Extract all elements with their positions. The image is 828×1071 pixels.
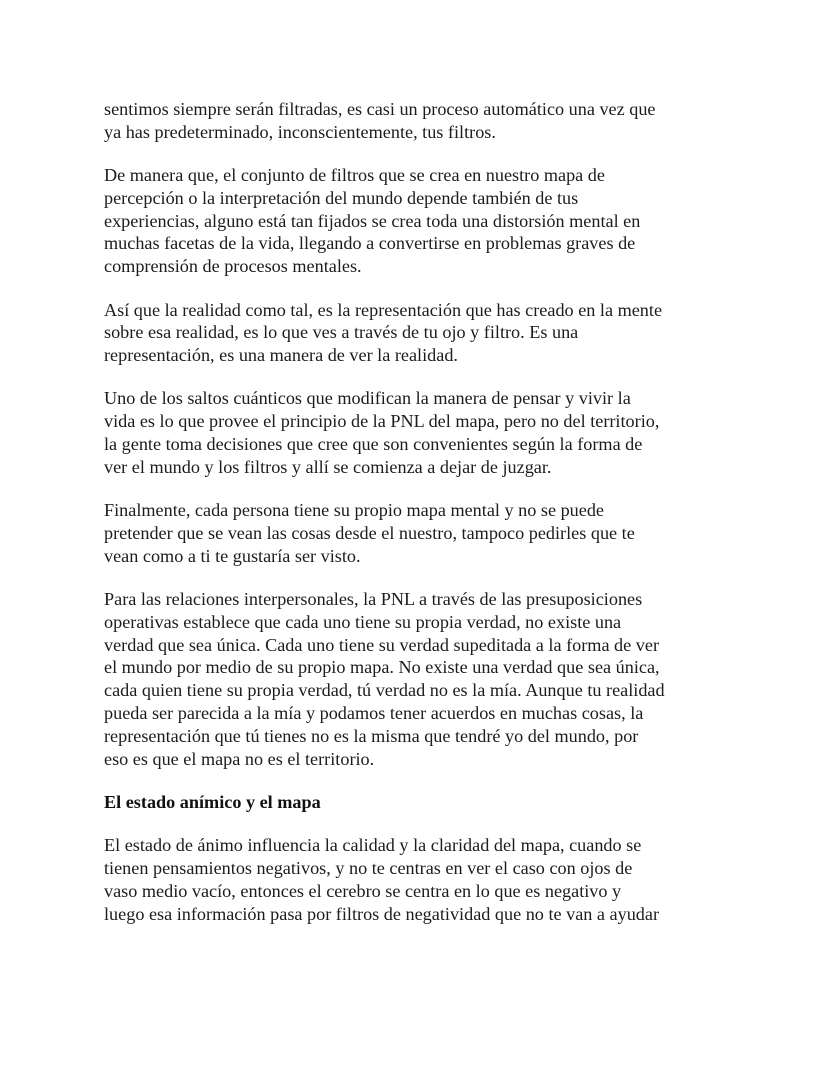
text-line: comprensión de procesos mentales. bbox=[104, 256, 362, 277]
text-line: vaso medio vacío, entonces el cerebro se centra en lo que es negativo y bbox=[104, 880, 622, 901]
text-line: verdad que sea única. Cada uno tiene su verdad supeditada a la forma de ver bbox=[104, 634, 659, 655]
text-line: el mundo por medio de su propio mapa. No existe una verdad que sea única, bbox=[104, 657, 660, 678]
text-line: vida es lo que provee el principio de la PNL del mapa, pero no del territorio, bbox=[104, 411, 660, 432]
text-line: ya has predeterminado, inconscientemente, tus filtros. bbox=[104, 121, 496, 142]
text-line: Así que la realidad como tal, es la representación que has creado en la mente bbox=[104, 299, 663, 320]
paragraph-mood-influence bbox=[104, 834, 726, 925]
paragraph-filtered-feelings bbox=[104, 98, 726, 144]
paragraph-own-mental-map bbox=[104, 499, 726, 567]
text-line: muchas facetas de la vida, llegando a convertirse en problemas graves de bbox=[104, 233, 636, 254]
text-line: eso es que el mapa no es el territorio. bbox=[104, 748, 375, 769]
text-line: tienen pensamientos negativos, y no te centras en ver el caso con ojos de bbox=[104, 858, 633, 879]
text-line: Uno de los saltos cuánticos que modifican la manera de pensar y vivir la bbox=[104, 388, 631, 409]
paragraph-quantum-leaps bbox=[104, 387, 726, 478]
text-line: El estado de ánimo influencia la calidad y la claridad del mapa, cuando se bbox=[104, 835, 642, 856]
text-line: Finalmente, cada persona tiene su propio mapa mental y no se puede bbox=[104, 500, 604, 521]
text-line: vean como a ti te gustaría ser visto. bbox=[104, 545, 361, 566]
document-body bbox=[104, 98, 726, 946]
text-line: sobre esa realidad, es lo que ves a través de tu ojo y filtro. Es una bbox=[104, 322, 579, 343]
text-line: experiencias, alguno está tan fijados se crea toda una distorsión mental en bbox=[104, 210, 641, 231]
text-line: operativas establece que cada uno tiene su propia verdad, no existe una bbox=[104, 611, 622, 632]
text-line: sentimos siempre serán filtradas, es casi un proceso automático una vez que bbox=[104, 99, 656, 119]
text-line: representación que tú tienes no es la misma que tendré yo del mundo, por bbox=[104, 725, 639, 746]
text-line: pueda ser parecida a la mía y podamos tener acuerdos en muchas cosas, la bbox=[104, 703, 644, 724]
text-line: De manera que, el conjunto de filtros que se crea en nuestro mapa de bbox=[104, 165, 605, 186]
paragraph-interpersonal-relations bbox=[104, 588, 726, 770]
text-line: representación, es una manera de ver la realidad. bbox=[104, 345, 458, 366]
text-line: Para las relaciones interpersonales, la PNL a través de las presuposiciones bbox=[104, 589, 643, 610]
text-line: cada quien tiene su propia verdad, tú verdad no es la mía. Aunque tu realidad bbox=[104, 680, 665, 701]
text-line: ver el mundo y los filtros y allí se comienza a dejar de juzgar. bbox=[104, 456, 552, 477]
text-line: la gente toma decisiones que cree que son convenientes según la forma de bbox=[104, 434, 643, 455]
text-line: percepción o la interpretación del mundo depende también de tus bbox=[104, 187, 579, 208]
paragraph-filter-set bbox=[104, 164, 726, 278]
paragraph-reality-representation bbox=[104, 299, 726, 367]
text-line: luego esa información pasa por filtros de negatividad que no te van a ayudar bbox=[104, 903, 660, 924]
section-heading: El estado anímico y el mapa bbox=[104, 791, 321, 812]
text-line: pretender que se vean las cosas desde el nuestro, tampoco pedirles que te bbox=[104, 522, 635, 543]
